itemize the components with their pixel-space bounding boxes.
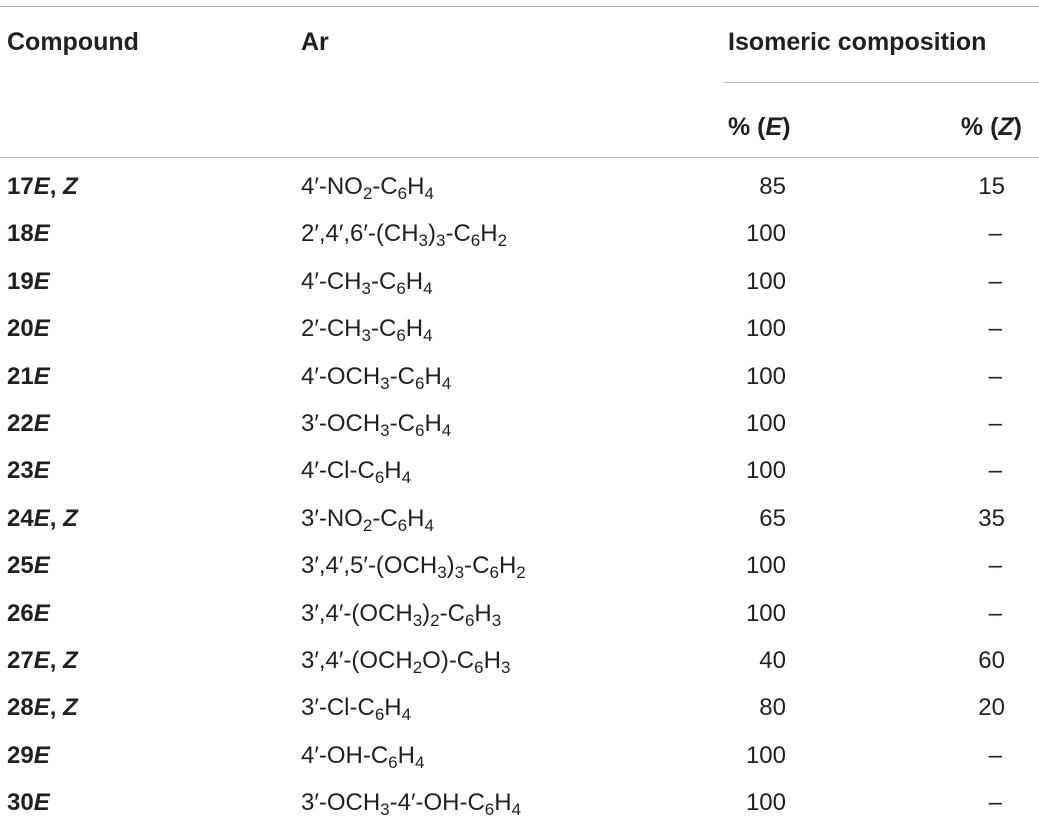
ar-cell: $2',4',6'-(CH_3)_3-C_6H_2$ [301, 220, 508, 251]
percent-z-cell: – [988, 409, 1002, 437]
percent-z-cell: – [988, 267, 1002, 295]
compound-cell: 26E [7, 599, 50, 627]
ar-cell: $4'-OH-C_6H_4$ [301, 741, 425, 772]
ar-cell: $3'-OCH_3-C_6H_4$ [301, 409, 452, 440]
percent-z-cell: – [988, 315, 1002, 343]
compound-cell: 19E [7, 267, 50, 295]
compound-cell: 21E [7, 362, 50, 390]
percent-e-cell: 100 [745, 599, 786, 627]
compound-cell: 23E [7, 457, 50, 485]
compound-cell: 22E [7, 409, 50, 437]
compound-cell: 17E, Z [7, 173, 78, 200]
table-top-rule [0, 6, 1039, 7]
ar-cell: $3'-OCH_3-4'-OH-C_6H_4$ [301, 789, 522, 820]
compound-cell: 20E [7, 315, 50, 343]
percent-z-cell: – [988, 599, 1002, 627]
table-row [0, 594, 1039, 641]
table-row [0, 451, 1039, 498]
ar-cell: $3',4'-(OCH_3)_2-C_6H_3$ [301, 599, 502, 630]
percent-e-cell: 85 [759, 173, 786, 200]
subheader-rule [724, 82, 1039, 83]
table-row [0, 546, 1039, 593]
table-row [0, 357, 1039, 404]
percent-e-cell: 100 [745, 409, 786, 437]
compound-cell: 18E [7, 220, 50, 248]
compound-cell: 29E [7, 741, 50, 769]
header-isomeric-composition: Isomeric composition [728, 28, 987, 56]
compound-cell: 24E, Z [7, 504, 78, 532]
compound-cell: 25E [7, 552, 50, 580]
percent-e-cell: 100 [745, 789, 786, 817]
percent-e-cell: 100 [745, 220, 786, 248]
header-compound: Compound [7, 28, 139, 56]
percent-e-cell: 100 [745, 362, 786, 390]
percent-e-cell: 100 [745, 457, 786, 485]
percent-e-cell: 100 [745, 267, 786, 295]
ar-cell: $3'-Cl-C_6H_4$ [301, 694, 412, 725]
percent-z-cell: 35 [978, 504, 1005, 532]
header-percent-e: % (E) [728, 113, 791, 141]
table-row [0, 167, 1039, 214]
table-row [0, 214, 1039, 261]
percent-e-cell: 65 [759, 504, 786, 532]
percent-z-cell: 20 [978, 694, 1005, 722]
table-row [0, 783, 1039, 830]
percent-z-cell: 60 [978, 646, 1005, 674]
ar-cell: $3'-NO_2-C_6H_4$ [301, 504, 434, 535]
header-ar: Ar [301, 28, 329, 56]
ar-cell: $4'-OCH_3-C_6H_4$ [301, 362, 452, 393]
percent-e-cell: 100 [745, 552, 786, 580]
percent-e-cell: 100 [745, 315, 786, 343]
percent-z-cell: – [988, 220, 1002, 248]
percent-e-cell: 40 [759, 646, 786, 674]
ar-cell: $3',4',5'-(OCH_3)_3-C_6H_2$ [301, 552, 526, 583]
percent-z-cell: 15 [978, 173, 1005, 200]
percent-z-cell: – [988, 552, 1002, 580]
ar-cell: $2'-CH_3-C_6H_4$ [301, 315, 433, 346]
table-row [0, 499, 1039, 546]
table-row [0, 736, 1039, 783]
table-row [0, 262, 1039, 309]
ar-cell: $4'-NO_2-C_6H_4$ [301, 173, 434, 203]
table-row [0, 404, 1039, 451]
header-bottom-rule [0, 157, 1039, 158]
table-body [0, 167, 1039, 830]
percent-z-cell: – [988, 362, 1002, 390]
table-row [0, 309, 1039, 356]
percent-z-cell: – [988, 457, 1002, 485]
ar-cell: $4'-CH_3-C_6H_4$ [301, 267, 433, 298]
compound-cell: 27E, Z [7, 646, 78, 674]
ar-cell: $4'-Cl-C_6H_4$ [301, 457, 412, 488]
table-row [0, 688, 1039, 735]
compound-cell: 30E [7, 789, 50, 817]
percent-z-cell: – [988, 741, 1002, 769]
percent-e-cell: 100 [745, 741, 786, 769]
header-percent-z: % (Z) [960, 113, 1022, 141]
compound-cell: 28E, Z [7, 694, 78, 722]
table-row [0, 641, 1039, 688]
percent-e-cell: 80 [759, 694, 786, 722]
ar-cell: $3',4'-(OCH_2O)-C_6H_3$ [301, 646, 511, 677]
percent-z-cell: – [988, 789, 1002, 817]
